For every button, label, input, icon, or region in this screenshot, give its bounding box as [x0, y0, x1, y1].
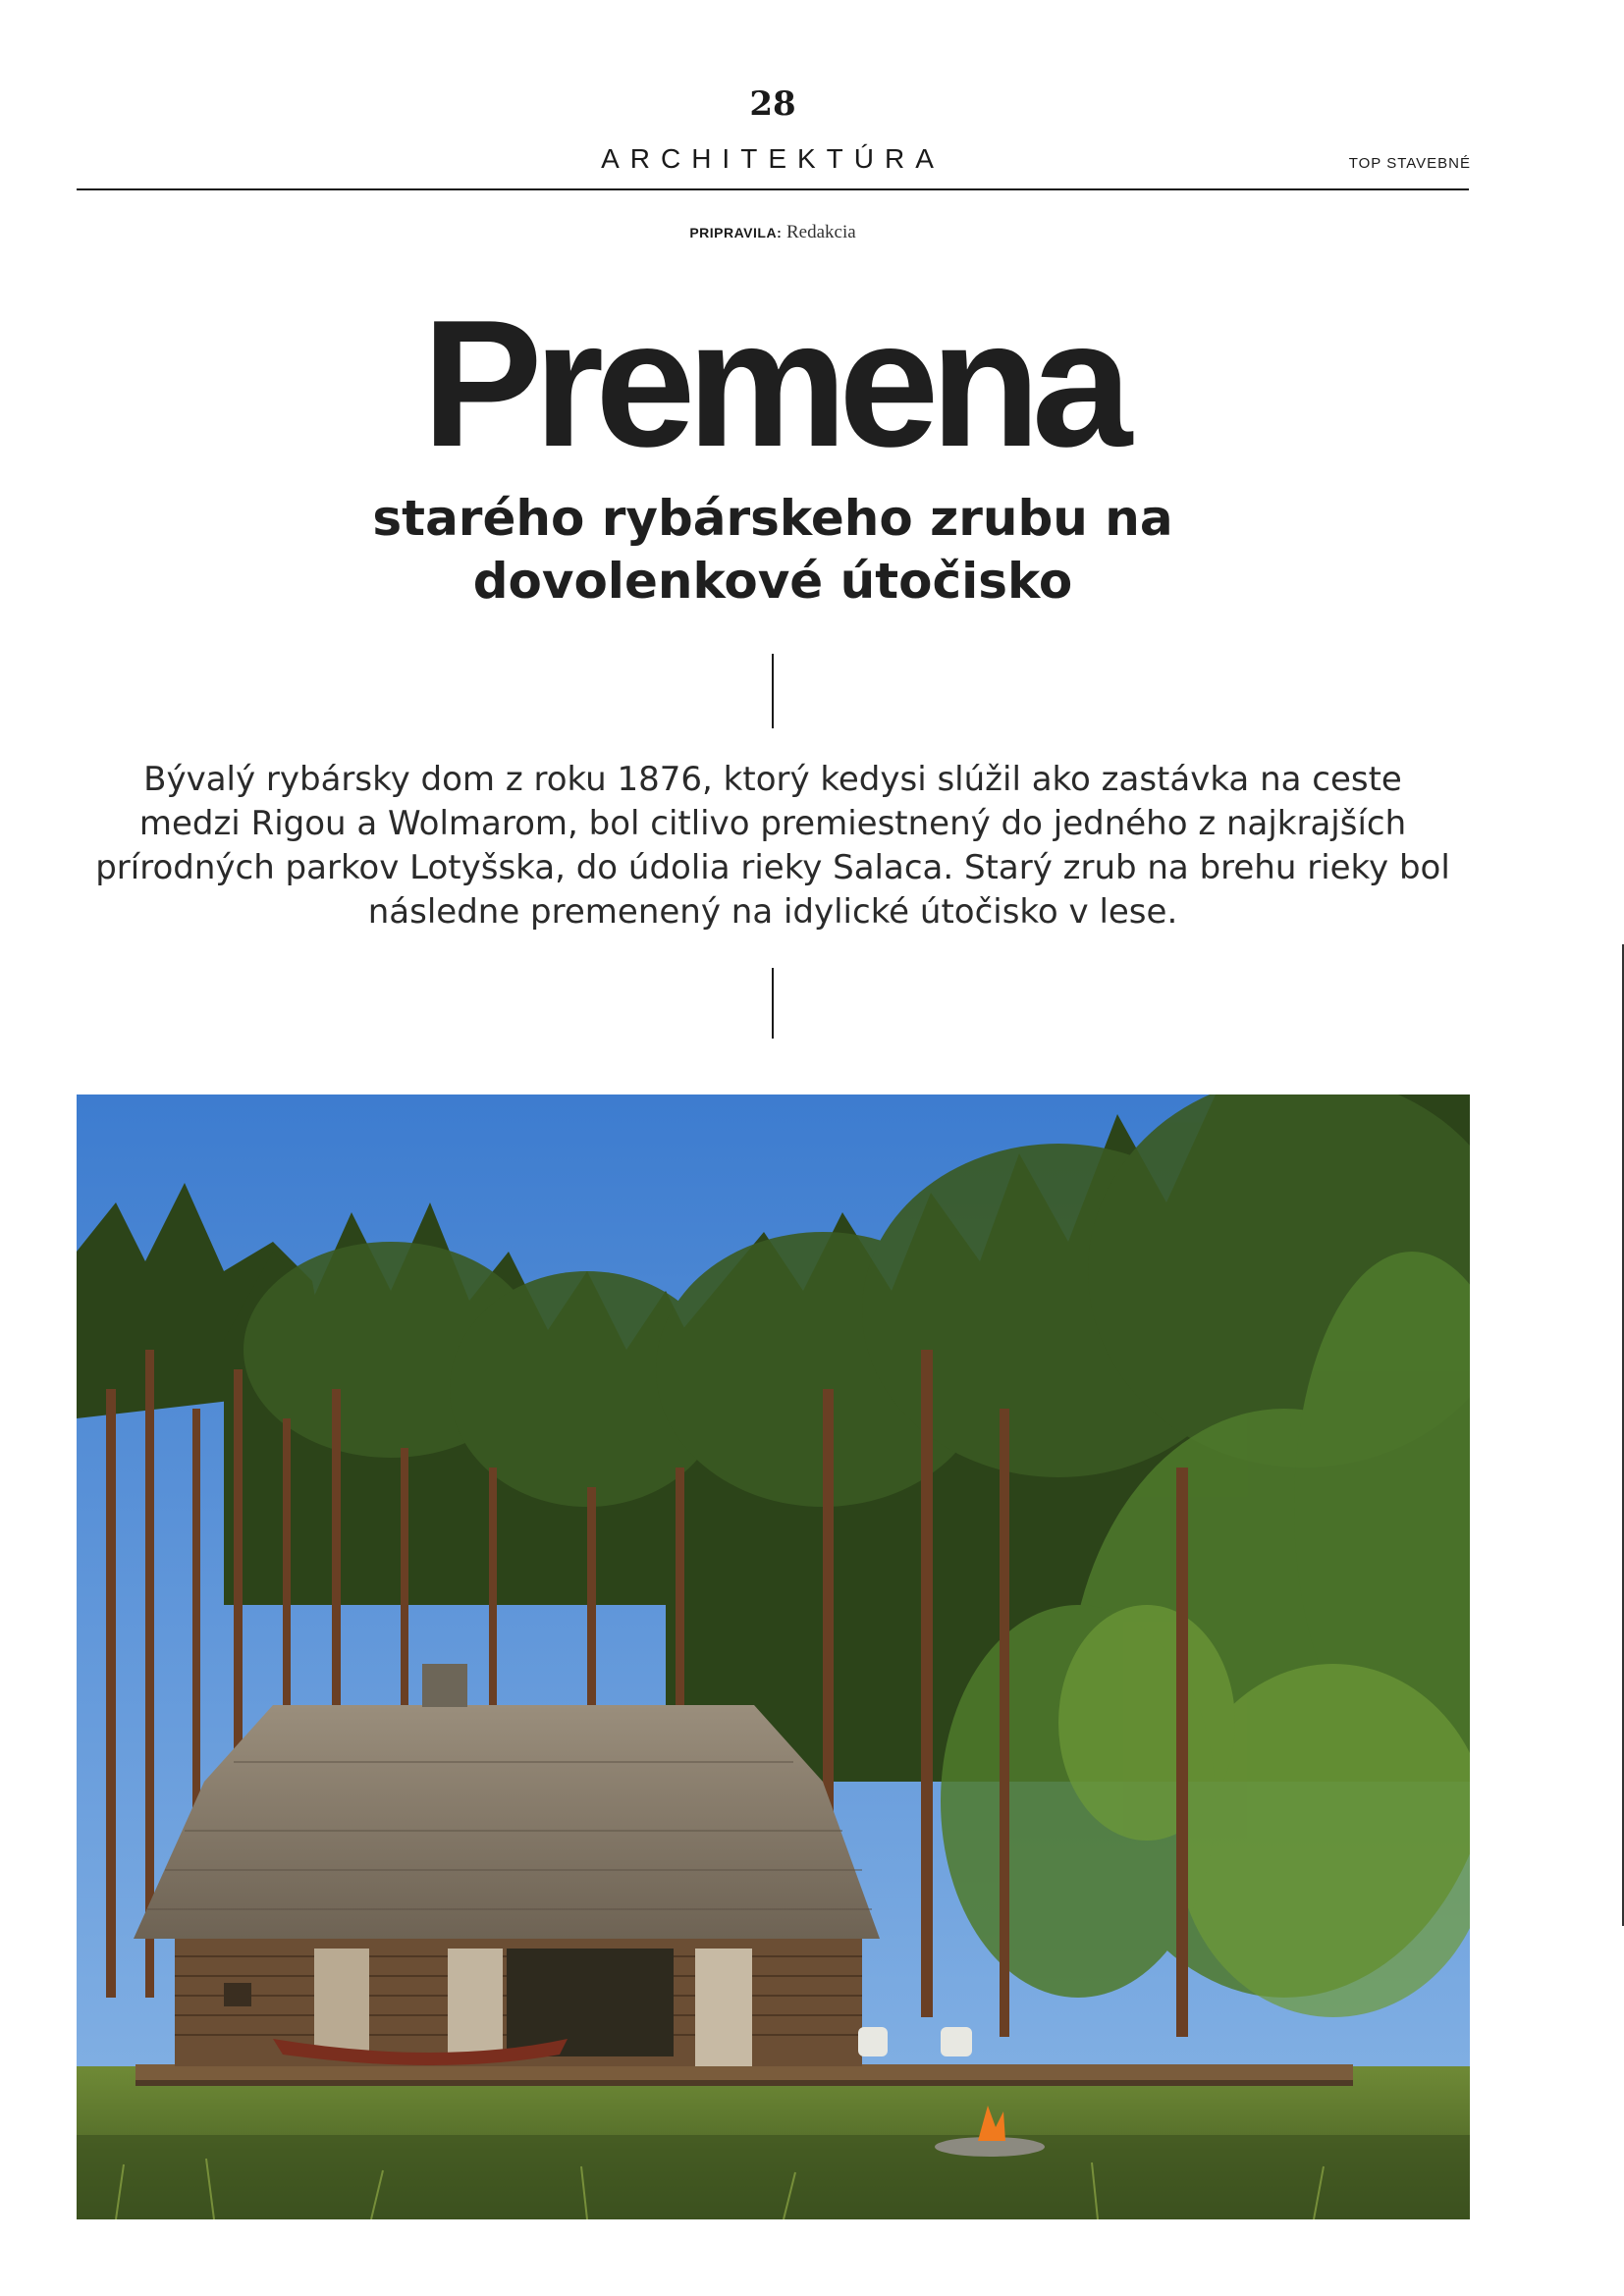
credit-name: Redakcia — [785, 222, 856, 242]
photo-illustration — [77, 1095, 1470, 2219]
article-title: Premena — [421, 282, 1124, 484]
magazine-name: TOP STAVEBNÉ — [1348, 155, 1471, 172]
hero-photo-log-cabin-in-forest — [77, 1095, 1470, 2219]
vertical-divider-bottom — [772, 968, 774, 1039]
header-divider — [77, 188, 1469, 190]
author-credit — [0, 222, 1545, 243]
article-lead: Bývalý rybársky dom z roku 1876, ktorý kedysi slúžil ako zastávka na ceste medzi Rigou a Wolmarom, bol citlivo premiestnený do jedného z najkrajších prírodných parkov Lotyšska, do údolia rieky Salaca. Starý zrub na brehu rieky bol následne premenený na idylické útočisko v lese. — [95, 760, 1450, 932]
credit-label: PRIPRAVILA: — [689, 225, 783, 240]
section-title: ARCHITEKTÚRA — [601, 143, 945, 174]
article-subtitle: starého rybárskeho zrubu na dovolenkové útočisko — [372, 490, 1173, 610]
vertical-divider-top — [772, 654, 774, 728]
page-number: 28 — [749, 84, 796, 124]
